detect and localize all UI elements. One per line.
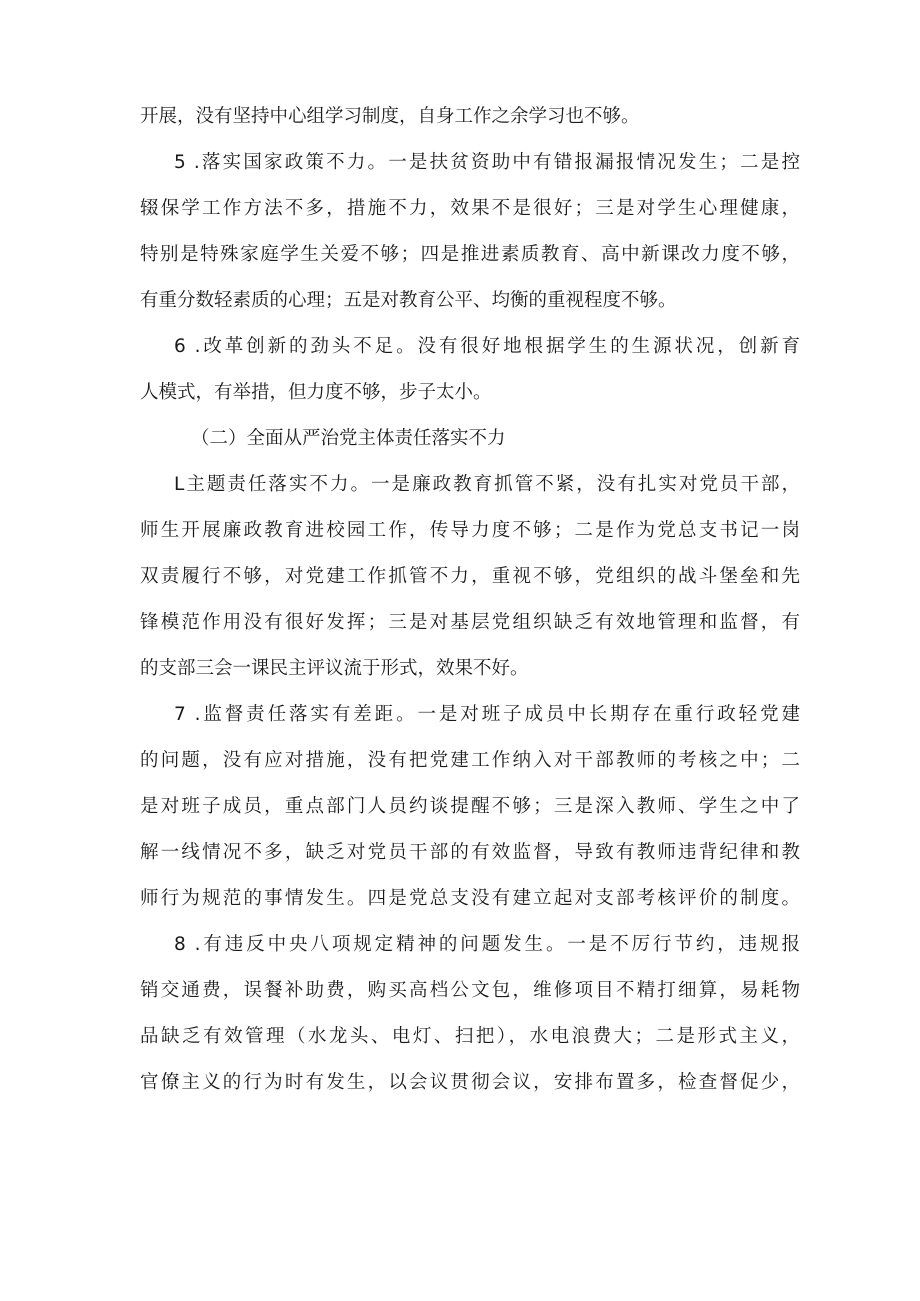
paragraph-item-5 bbox=[140, 140, 800, 324]
text-line: 8 .有违反中央八项规定精神的问题发生。一是不厉行节约，违规报 bbox=[174, 934, 800, 955]
text-line: 特别是特殊家庭学生关爱不够；四是推进素质教育、高中新课改力度不够， bbox=[140, 244, 800, 265]
text-line: 官僚主义的行为时有发生，以会议贯彻会议，安排布置多，检查督促少， bbox=[140, 1072, 800, 1093]
text-line: 7 .监督责任落实有差距。一是对班子成员中长期存在重行政轻党建 bbox=[174, 704, 800, 725]
text-line: 师生开展廉政教育进校园工作，传导力度不够；二是作为党总支书记一岗 bbox=[140, 520, 800, 541]
text-line: 品缺乏有效管理（水龙头、电灯、扫把），水电浪费大；二是形式主义， bbox=[140, 1026, 800, 1047]
text-line: L主题责任落实不力。一是廉政教育抓管不紧，没有扎实对党员干部， bbox=[174, 474, 800, 495]
paragraph-item-7 bbox=[140, 692, 800, 922]
text-line: 开展，没有坚持中心组学习制度，自身工作之余学习也不够。 bbox=[140, 106, 640, 127]
text-line: 锋模范作用没有很好发挥；三是对基层党组织缺乏有效地管理和监督，有 bbox=[140, 612, 800, 633]
text-line: 销交通费，误餐补助费，购买高档公文包，维修项目不精打细算，易耗物 bbox=[140, 980, 800, 1001]
text-line: 是对班子成员，重点部门人员约谈提醒不够；三是深入教师、学生之中了 bbox=[140, 796, 800, 817]
paragraph-intro bbox=[140, 94, 800, 140]
document-page bbox=[140, 94, 800, 1106]
paragraph-item-6 bbox=[140, 324, 800, 416]
section-heading-text: （二）全面从严治党主体责任落实不力 bbox=[191, 428, 506, 449]
paragraph-item-L bbox=[140, 462, 800, 692]
text-line: 解一线情况不多，缺乏对党员干部的有效监督，导致有教师违背纪律和教 bbox=[140, 842, 800, 863]
text-line: 辍保学工作方法不多，措施不力，效果不是很好；三是对学生心理健康， bbox=[140, 198, 800, 219]
text-line: 的问题，没有应对措施，没有把党建工作纳入对干部教师的考核之中；二 bbox=[140, 750, 800, 771]
section-heading bbox=[140, 416, 800, 462]
text-line: 人模式，有举措，但力度不够，步子太小。 bbox=[140, 382, 492, 403]
paragraph-item-8 bbox=[140, 922, 800, 1106]
text-line: 有重分数轻素质的心理；五是对教育公平、均衡的重视程度不够。 bbox=[140, 290, 677, 311]
text-line: 的支部三会一课民主评议流于形式，效果不好。 bbox=[140, 658, 529, 679]
text-line: 师行为规范的事情发生。四是党总支没有建立起对支部考核评价的制度。 bbox=[140, 888, 800, 909]
text-line: 双责履行不够，对党建工作抓管不力，重视不够，党组织的战斗堡垒和先 bbox=[140, 566, 800, 587]
text-line: 6 .改革创新的劲头不足。没有很好地根据学生的生源状况，创新育 bbox=[174, 336, 800, 357]
text-line: 5 .落实国家政策不力。一是扶贫资助中有错报漏报情况发生；二是控 bbox=[174, 152, 800, 173]
